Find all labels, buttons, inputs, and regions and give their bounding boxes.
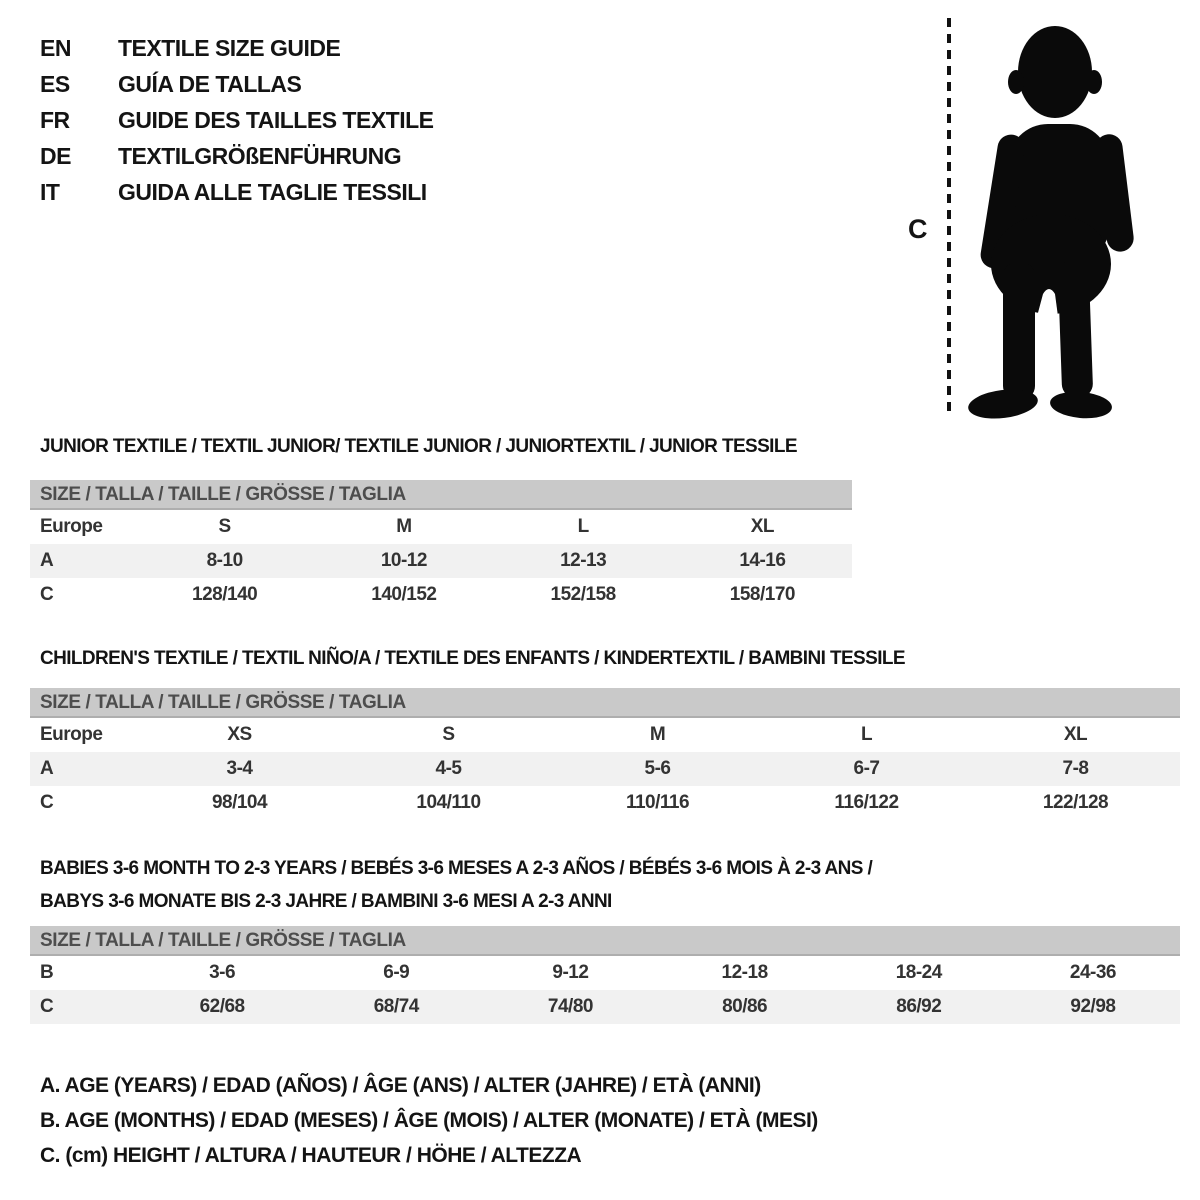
cell-value: 86/92 [896, 996, 942, 1017]
babies-size-table [30, 926, 1180, 1024]
cell-value: XL [1063, 724, 1088, 745]
table-body [30, 718, 1180, 820]
table-body [30, 956, 1180, 1024]
cell-value: 7-8 [1062, 758, 1089, 779]
lang-label: GUIDA ALLE TAGLIE TESSILI [118, 179, 427, 205]
babies-title-line-2: BABYS 3-6 MONATE BIS 2-3 JAHRE / BAMBINI 3-6 MESI A 2-3 ANNI [40, 891, 612, 912]
children-size-table [30, 688, 1180, 820]
cell-value: 110/116 [625, 792, 690, 813]
cell-value: 8-10 [206, 550, 243, 571]
row-label: B [40, 962, 54, 983]
lang-row-es [40, 66, 434, 102]
lang-row-fr [40, 102, 434, 138]
lang-label: GUIDE DES TAILLES TEXTILE [118, 107, 434, 133]
cell-value: 5-6 [644, 758, 671, 779]
lang-row-en [40, 30, 434, 66]
legend-line-b: B. AGE (MONTHS) / EDAD (MESES) / ÂGE (MOIS) / ALTER (MONATE) / ETÀ (MESI) [40, 1109, 818, 1132]
lang-row-de [40, 138, 434, 174]
cell-value: 3-6 [209, 962, 236, 983]
cell-value: 140/152 [371, 584, 437, 605]
table-row [30, 510, 852, 544]
dashed-height-line [945, 16, 953, 418]
lang-label: TEXTILGRÖßENFÜHRUNG [118, 143, 402, 169]
cell-value: M [649, 724, 666, 745]
cell-value: 62/68 [199, 996, 245, 1017]
cell-value: XL [750, 516, 775, 537]
cell-value: 104/110 [416, 792, 481, 813]
cell-value: 14-16 [739, 550, 786, 571]
lang-code: EN [40, 35, 71, 61]
cell-value: 68/74 [373, 996, 419, 1017]
cell-value: 6-7 [853, 758, 880, 779]
table-row [30, 544, 852, 578]
cell-value: M [396, 516, 412, 537]
table-row [30, 990, 1180, 1024]
cell-value: 80/86 [722, 996, 768, 1017]
row-label: C [40, 996, 54, 1017]
lang-code: IT [40, 179, 60, 205]
cell-value: 10-12 [380, 550, 427, 571]
cell-value: 18-24 [895, 962, 942, 983]
cell-value: 6-9 [383, 962, 410, 983]
lang-label: GUÍA DE TALLAS [118, 71, 302, 97]
cell-value: 9-12 [552, 962, 589, 983]
table-row [30, 786, 1180, 820]
table-body [30, 510, 852, 612]
cell-value: 116/122 [834, 792, 899, 813]
junior-size-table [30, 480, 852, 612]
language-title-list [40, 30, 434, 210]
table-row [30, 578, 852, 612]
table-row [30, 718, 1180, 752]
cell-value: 122/128 [1042, 792, 1109, 813]
cell-value: 4-5 [435, 758, 462, 779]
row-label: Europe [40, 516, 103, 537]
size-header-band: SIZE / TALLA / TAILLE / GRÖSSE / TAGLIA [30, 688, 1180, 718]
table-row [30, 752, 1180, 786]
size-header-band: SIZE / TALLA / TAILLE / GRÖSSE / TAGLIA [30, 926, 1180, 956]
cell-value: 152/158 [550, 584, 616, 605]
row-label: C [40, 584, 54, 605]
babies-title-line-1: BABIES 3-6 MONTH TO 2-3 YEARS / BEBÉS 3-6 MESES A 2-3 AÑOS / BÉBÉS 3-6 MOIS À 2-3 ANS / [40, 858, 873, 879]
lang-code: ES [40, 71, 70, 97]
lang-code: FR [40, 107, 70, 133]
legend-line-a: A. AGE (YEARS) / EDAD (AÑOS) / ÂGE (ANS) / ALTER (JAHRE) / ETÀ (ANNI) [40, 1074, 761, 1097]
lang-row-it [40, 174, 434, 210]
cell-value: 24-36 [1069, 962, 1116, 983]
cell-value: 98/104 [211, 792, 268, 813]
cell-value: 128/140 [192, 584, 258, 605]
lang-label: TEXTILE SIZE GUIDE [118, 35, 341, 61]
cell-value: 74/80 [547, 996, 593, 1017]
height-measure-label: C [908, 214, 928, 244]
legend-line-c: C. (cm) HEIGHT / ALTURA / HAUTEUR / HÖHE / ALTEZZA [40, 1144, 582, 1167]
lang-code: DE [40, 143, 71, 169]
cell-value: 92/98 [1070, 996, 1116, 1017]
baby-silhouette-icon [963, 12, 1138, 422]
row-label: C [40, 792, 54, 813]
junior-section-title: JUNIOR TEXTILE / TEXTIL JUNIOR/ TEXTILE JUNIOR / JUNIORTEXTIL / JUNIOR TESSILE [40, 436, 797, 457]
children-section-title: CHILDREN'S TEXTILE / TEXTIL NIÑO/A / TEXTILE DES ENFANTS / KINDERTEXTIL / BAMBINI TESSILE [40, 648, 905, 669]
cell-value: 3-4 [226, 758, 253, 779]
cell-value: S [218, 516, 231, 537]
cell-value: 12-18 [721, 962, 768, 983]
cell-value: 12-13 [560, 550, 607, 571]
cell-value: 158/170 [729, 584, 795, 605]
measurement-legend [40, 1068, 818, 1173]
row-label: Europe [40, 724, 103, 745]
cell-value: XS [227, 724, 252, 745]
row-label: A [40, 758, 54, 779]
row-label: A [40, 550, 54, 571]
cell-value: L [577, 516, 589, 537]
size-header-band: SIZE / TALLA / TAILLE / GRÖSSE / TAGLIA [30, 480, 852, 510]
cell-value: S [442, 724, 455, 745]
babies-section-title [40, 852, 872, 918]
table-row [30, 956, 1180, 990]
cell-value: L [860, 724, 873, 745]
